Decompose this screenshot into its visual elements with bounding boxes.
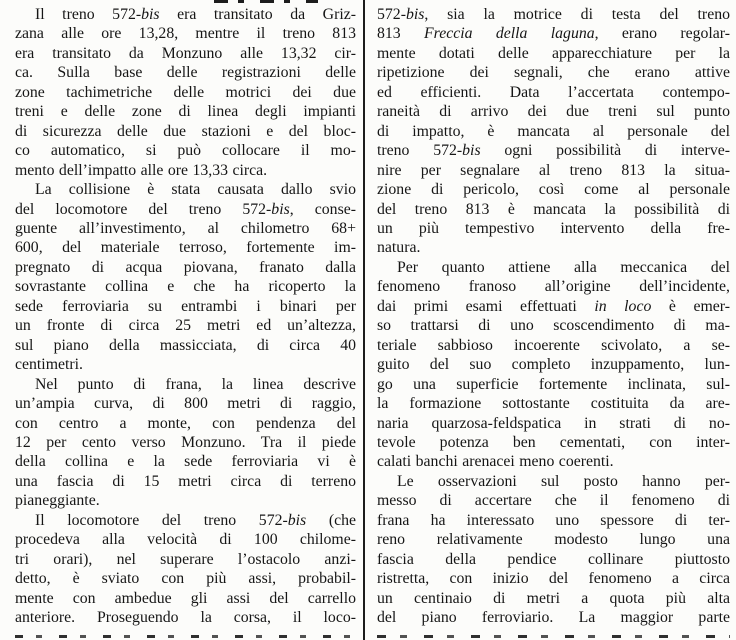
text-line: teriale sabbioso incoerente scivolato, a se- <box>377 336 730 354</box>
text-line: co automatico, si può collocare il mo- <box>15 142 356 160</box>
italic-text: bis <box>462 142 481 160</box>
text-line: ca. Sulla base delle registrazioni delle <box>15 64 356 82</box>
text-line: go una superficie fortemente inclinata, sul- <box>377 375 730 393</box>
paragraph <box>15 5 356 180</box>
paragraph <box>15 375 356 511</box>
text-line: 813 Freccia della laguna, erano regolar- <box>377 25 730 43</box>
paragraph <box>15 511 356 628</box>
italic-text: bis <box>141 6 160 23</box>
bottom-cut-text-fragment-right <box>377 635 730 638</box>
text-line: Il treno 572-bis era transitato da Griz- <box>35 6 356 23</box>
paragraph <box>377 258 730 472</box>
text-line: dai primi esami effettuati in loco è emer- <box>377 297 730 315</box>
text-line: tri orari), nel superare l’ostacolo anzi- <box>15 550 356 568</box>
text-line: pregnato di acqua piovana, franato dalla <box>15 258 356 276</box>
text-line: pianeggiante. <box>15 492 100 510</box>
italic-text: Freccia della laguna <box>424 25 595 43</box>
text-line: zione di pericolo, così come al personale <box>377 181 730 199</box>
column-left <box>15 5 356 628</box>
text-line: La collisione è stata causata dallo svio <box>35 181 356 199</box>
text-line: sul piano della massicciata, di circa 40 <box>15 336 356 354</box>
text-line: sede ferroviaria su entrambi i binari per <box>15 297 356 315</box>
text-line: ristretta, con inizio del fenomeno a circa <box>377 570 730 588</box>
text-line: un centinaio di metri a quota più alta <box>377 589 730 607</box>
text-line: di sicurezza delle due stazioni e del bloc- <box>15 122 356 140</box>
text-line: nire per segnalare al treno 813 la situa- <box>377 161 730 179</box>
text-line: guente all’investimento, al chilometro 68+ <box>15 219 356 237</box>
text-line: procedeva alla velocità di 100 chilome- <box>15 531 356 549</box>
text-line: 12 per cento verso Monzuno. Tra il piede <box>15 433 356 451</box>
text-line: mento dell’impatto alle ore 13,33 circa. <box>15 161 268 179</box>
text-line: treno 572-bis ogni possibilità di interve- <box>377 142 730 160</box>
text-line: un’ampia curva, di 800 metri di raggio, <box>15 395 356 413</box>
text-line: mente con ambedue gli assi del carrello <box>15 589 356 607</box>
paragraph <box>377 5 730 258</box>
text-line: detto, è sviato con più assi, probabil- <box>15 570 356 588</box>
paragraph <box>377 472 730 628</box>
text-line: della collina e la sede ferroviaria vi è <box>15 453 356 471</box>
text-line: zana alle ore 13,28, mentre il treno 813 <box>15 25 356 43</box>
text-line: ripetizione dei segnali, che erano attive <box>377 64 730 82</box>
italic-text: bis <box>287 511 307 529</box>
text-line: so trattarsi di uno scoscendimento di ma- <box>377 317 730 335</box>
text-line: la formazione sottostante costituita da are- <box>377 395 730 413</box>
paragraph <box>15 180 356 375</box>
top-cut-text-fragment <box>214 0 318 3</box>
text-line: Le osservazioni sul posto hanno per- <box>397 472 730 490</box>
text-line: fascia della pendice collinare piuttosto <box>377 550 730 568</box>
text-line: messo di accertare che il fenomeno di <box>377 492 730 510</box>
text-line: un più tempestivo intervento della fre- <box>377 219 730 237</box>
text-line: naria quarzosa-feldspatica in strati di no- <box>377 414 730 432</box>
text-line: tevole potenza ben cementati, con inter- <box>377 433 730 451</box>
text-line: frana ha interessato uno spessore di ter- <box>377 511 730 529</box>
text-line: ed efficienti. Data l’accertata contempo- <box>377 83 730 101</box>
italic-text: bis <box>271 200 290 218</box>
text-line: zone tachimetriche delle motrici dei due <box>15 83 356 101</box>
italic-text: bis <box>405 6 425 23</box>
text-line: un fronte di circa 25 metri ed un’altezza, <box>15 317 356 335</box>
text-line: mente dotati delle apparecchiature per la <box>377 44 730 62</box>
text-line: calati banchi arenacei meno coerenti. <box>377 453 614 471</box>
text-line: 572-bis, sia la motrice di testa del treno <box>377 6 730 23</box>
text-line: Nel punto di frana, la linea descrive <box>35 375 356 393</box>
text-line: Il locomotore del treno 572-bis (che <box>35 511 356 529</box>
text-line: treni e delle zone di linea degli impianti <box>15 103 356 121</box>
text-line: fenomeno franoso all’origine dell’incidente, <box>377 278 730 296</box>
text-line: natura. <box>377 239 421 257</box>
column-right <box>377 5 730 628</box>
bottom-cut-text-fragment-left <box>15 635 356 638</box>
text-line: Per quanto attiene alla meccanica del <box>397 258 730 276</box>
text-line: del treno 813 è mancata la possibilità di <box>377 200 730 218</box>
text-line: anteriore. Proseguendo la corsa, il loco- <box>15 609 356 627</box>
text-line: era transitato da Monzuno alle 13,32 cir- <box>15 44 356 62</box>
text-line: centimetri. <box>15 356 83 374</box>
column-divider <box>363 0 365 640</box>
text-line: sovrastante collina e che ha ricoperto la <box>15 278 356 296</box>
text-line: guito del suo completo inzuppamento, lun- <box>377 356 730 374</box>
text-line: di impatto, è mancata al personale del <box>377 122 730 140</box>
text-line: una fascia di 15 metri circa di terreno <box>15 472 356 490</box>
italic-text: in loco <box>594 297 652 315</box>
text-line: del piano ferroviario. La maggior parte <box>377 609 730 627</box>
text-line: reno relativamente modesto lungo una <box>377 531 730 549</box>
text-line: raneità di arrivo dei due treni sul punto <box>377 103 730 121</box>
text-line: con centro a monte, con pendenza del <box>15 414 356 432</box>
text-line: del locomotore del treno 572-bis, conse- <box>15 200 356 218</box>
text-line: 600, del materiale terroso, fortemente im- <box>15 239 356 257</box>
